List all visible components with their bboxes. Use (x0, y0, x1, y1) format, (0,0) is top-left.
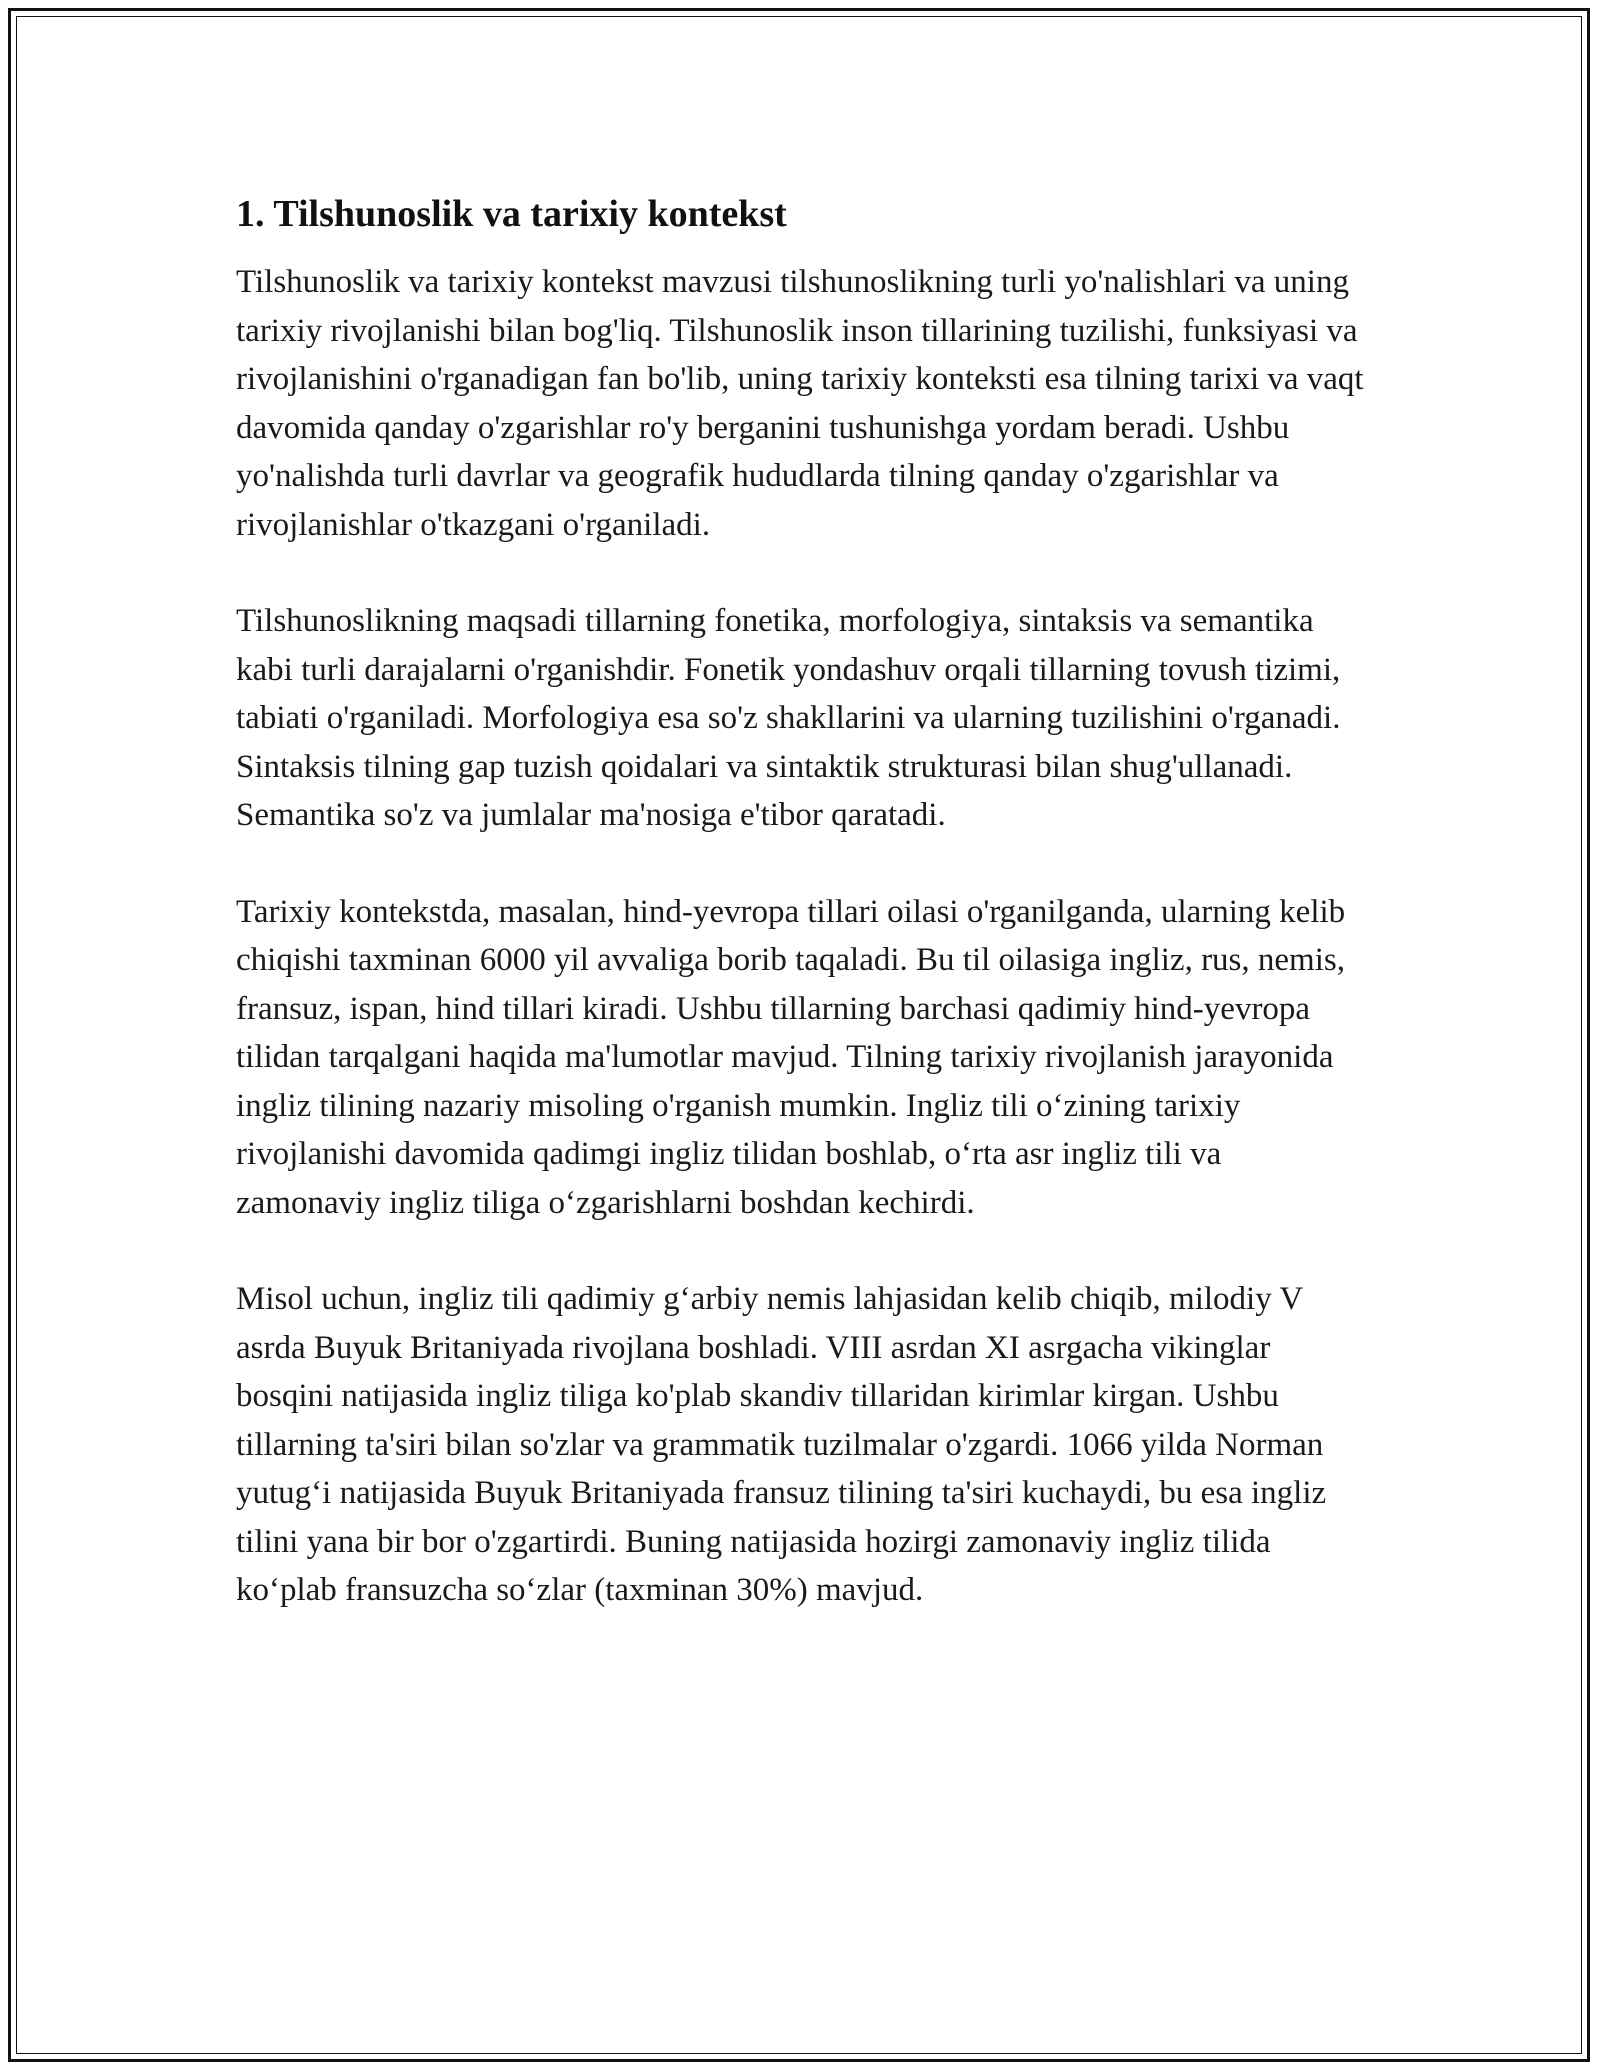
paragraph-english-history: Misol uchun, ingliz tili qadimiy g‘arbiy nemis lahjasidan kelib chiqib, milodiy V asrda Buyuk Britaniyada rivojlana boshladi. VIII asrdan XI asrgacha vikinglar bosqini natijasida ingliz tiliga ko'plab skandiv tillaridan kirimlar kirgan. Ushbu tillarning ta'siri bilan so'zlar va grammatik tuzilmalar o'zgardi. 1066 yilda Norman yutug‘i natijasida Buyuk Britaniyada fransuz tilining ta'siri kuchaydi, bu esa ingliz tilini yana bir bor o'zgartirdi. Buning natijasida hozirgi zamonaviy ingliz tilida ko‘plab fransuzcha so‘zlar (taxminan 30%) mavjud. (236, 1281, 1327, 1608)
paragraph-indo-european: Tarixiy kontekstda, masalan, hind-yevropa tillari oilasi o'rganilganda, ularning kelib chiqishi taxminan 6000 yil avvaliga borib taqaladi. Bu til oilasiga ingliz, rus, nemis, fransuz, ispan, hind tillari kiradi. Ushbu tillarning barchasi qadimiy hind-yevropa tilidan tarqalgani haqida ma'lumotlar mavjud. Tilning tarixiy rivojlanish jarayonida ingliz tilining nazariy misoling o'rganish mumkin. Ingliz tili o‘zining tarixiy rivojlanishi davomida qadimgi ingliz tilidan boshlab, o‘rta asr ingliz tili va zamonaviy ingliz tiliga o‘zgarishlarni boshdan kechirdi. (236, 893, 1346, 1221)
document-body (236, 190, 1366, 1663)
section-heading: 1. Tilshunoslik va tarixiy kontekst (236, 193, 787, 235)
paragraph-intro: Tilshunoslik va tarixiy kontekst mavzusi tilshunoslikning turli yo'nalishlari va uning tarixiy rivojlanishi bilan bog'liq. Tilshunoslik inson tillarining tuzilishi, funksiyasi va rivojlanishini o'rganadigan fan bo'lib, uning tarixiy konteksti esa tilning tarixi va vaqt davomida qanday o'zgarishlar ro'y berganini tushunishga yordam beradi. Ushbu yo'nalishda turli davrlar va geografik hududlarda tilning qanday o'zgarishlar va rivojlanishlar o'tkazgani o'rganiladi. (236, 264, 1364, 543)
paragraph-linguistic-levels: Tilshunoslikning maqsadi tillarning fonetika, morfologiya, sintaksis va semantika kabi turli darajalarni o'rganishdir. Fonetik yondashuv orqali tillarning tovush tizimi, tabiati o'rganiladi. Morfologiya esa so'z shakllarini va ularning tuzilishini o'rganadi. Sintaksis tilning gap tuzish qoidalari va sintaktik strukturasi bilan shug'ullanadi. Semantika so'z va jumlalar ma'nosiga e'tibor qaratadi. (236, 603, 1341, 833)
